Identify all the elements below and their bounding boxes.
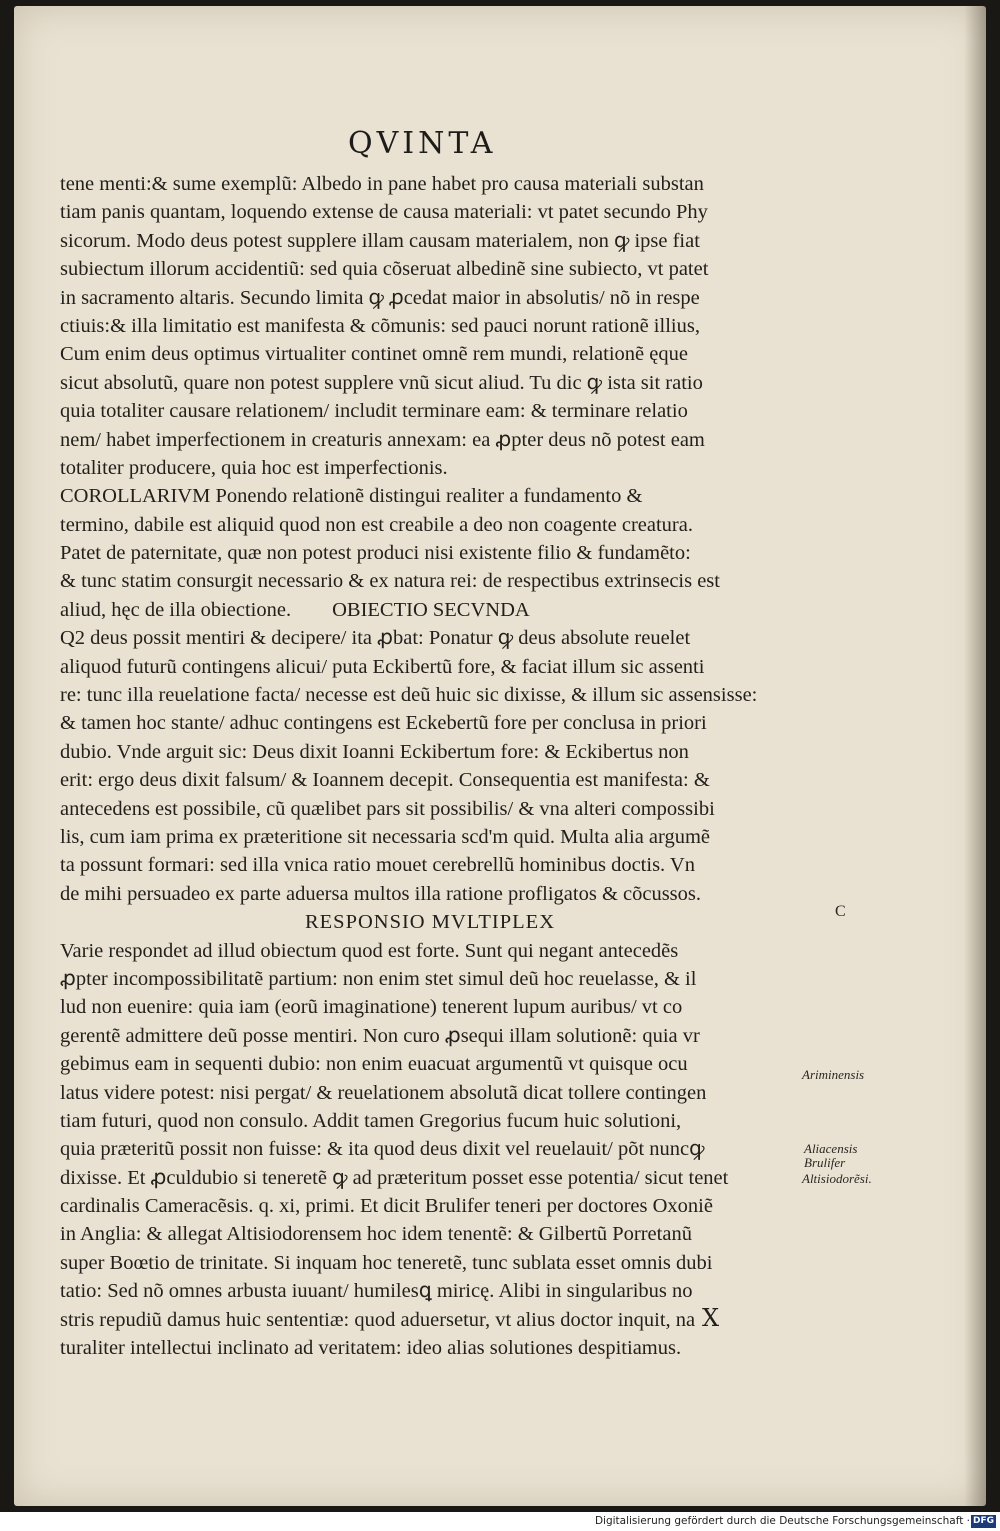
text-line: quia totaliter causare relationem/ includit terminare eam: & terminare relatio	[60, 400, 688, 423]
text-line: & tunc statim consurgit necessario & ex natura rei: de respectibus extrinsecis est	[60, 570, 720, 593]
margin-note-brulifer: Brulifer	[804, 1155, 846, 1170]
text-line: lis, cum iam prima ex præteritione sit necessaria scd'm quid. Multa alia argumẽ	[60, 825, 711, 848]
text-line: gerentẽ admittere deũ posse mentiri. Non curo ꝓsequi illam solutionẽ: quia vr	[60, 1024, 700, 1047]
text-line: antecedens est possibile, cũ quælibet pars sit possibilis/ & vna alteri compossibi	[60, 797, 715, 820]
responsio-multiplex-heading: RESPONSIO MVLTIPLEX	[304, 911, 556, 934]
footer-bar	[0, 1512, 1000, 1531]
dfg-logo: DFG	[972, 1516, 994, 1526]
text-line: nem/ habet imperfectionem in creaturis annexam: ea ꝓpter deus nõ potest eam	[60, 428, 705, 451]
text-line: stris repudiũ damus huic sententiæ: quod aduersetur, vt alius doctor inquit, na	[60, 1308, 696, 1331]
funding-credit: Digitalisierung gefördert durch die Deutsche Forschungsgemeinschaft ·	[594, 1515, 970, 1527]
margin-note-altisiodorensi: Altisiodorẽsi.	[802, 1171, 872, 1186]
text-line: dubio. Vnde arguit sic: Deus dixit Ioanni Eckibertum fore: & Eckibertus non	[60, 740, 689, 763]
text-line: ꝓpter incompossibilitatẽ partium: non enim stet simul deũ hoc reuelasse, & il	[60, 967, 697, 990]
text-line: super Boœtio de trinitate. Si inquam hoc teneretẽ, tunc sublata esset omnis dubi	[60, 1251, 713, 1274]
text-line: ctiuis:& illa limitatio est manifesta & cõmunis: sed pauci norunt rationẽ illius,	[60, 314, 700, 337]
text-line: aliquod futurũ contingens alicui/ puta Eckibertũ fore, & faciat illum sic assenti	[60, 655, 705, 678]
text-line: subiectum illorum accidentiũ: sed quia cõseruat albedinẽ sine subiecto, vt patet	[60, 258, 709, 281]
text-line: Q2 deus possit mentiri & decipere/ ita ꝓbat: Ponatur ꝙ deus absolute reuelet	[60, 627, 691, 650]
text-line: Varie respondet ad illud obiectum quod est forte. Sunt qui negant antecedẽs	[60, 939, 679, 962]
text-line: tatio: Sed nõ omnes arbusta iuuant/ humilesꝗ miricę. Alibi in singularibus no	[60, 1280, 693, 1303]
text-line: erit: ergo deus dixit falsum/ & Ioannem decepit. Consequentia est manifesta: &	[60, 769, 710, 792]
page-gutter-shadow	[964, 6, 986, 1506]
text-line: cardinalis Cameracẽsis. q. xi, primi. Et dicit Brulifer teneri per doctores Oxoniẽ	[60, 1195, 713, 1218]
text-line: tene menti:& sume exemplũ: Albedo in pane habet pro causa materiali substan	[60, 173, 704, 195]
text-line: termino, dabile est aliquid quod non est creabile a deo non coagente creatura.	[60, 513, 693, 536]
corollarium-line: COROLLARIVM Ponendo relationẽ distingui realiter a fundamento &	[60, 485, 643, 508]
text-line: sicorum. Modo deus potest supplere illam causam materialem, non ꝙ ipse fiat	[60, 229, 700, 252]
margin-note-ariminensis: Ariminensis	[802, 1067, 865, 1082]
text-line: totaliter producere, quia hoc est imperfectionis.	[60, 456, 448, 479]
text-line: Patet de paternitate, quæ non potest produci nisi existente filio & fundamẽto:	[60, 542, 691, 565]
text-line: lud non euenire: quia iam (eorũ imaginatione) tenerent lupum auribus/ vt co	[60, 996, 683, 1019]
body-text	[60, 170, 800, 1362]
text-line: sicut absolutũ, quare non potest supplere vnũ sicut aliud. Tu dic ꝙ ista sit ratio	[60, 371, 703, 394]
text-line: in sacramento altaris. Secundo limita ꝙ ꝓcedat maior in absolutis/ nõ in respe	[60, 286, 700, 309]
text-line: in Anglia: & allegat Altisiodorensem hoc idem tenentẽ: & Gilbertũ Porretanũ	[60, 1223, 692, 1246]
margin-note-c: C	[835, 903, 846, 920]
running-heading: QVINTA	[348, 126, 497, 161]
text-line: re: tunc illa reuelatione facta/ necesse est deũ huic sic dixisse, & illum sic assensisse:	[60, 684, 758, 707]
text-line: & tamen hoc stante/ adhuc contingens est Eckebertũ fore per conclusa in priori	[60, 712, 707, 735]
text-line: ta possunt formari: sed illa vnica ratio mouet cerebrellũ hominibus doctis. Vn	[60, 854, 695, 877]
text-line: turaliter intellectui inclinato ad veritatem: ideo alias solutiones despitiamus.	[60, 1337, 682, 1360]
text-line: tiam panis quantam, loquendo extense de causa materiali: vt patet secundo Phy	[60, 201, 708, 224]
text-line: latus videre potest: nisi pergat/ & reuelationem absolutã dicat tollere contingen	[60, 1081, 707, 1104]
text-line: dixisse. Et ꝓculdubio si teneretẽ ꝙ ad præteritum posset esse potentia/ sicut tenet	[60, 1166, 729, 1189]
text-line: quia præteritũ possit non fuisse: & ita quod deus dixit vel reuelauit/ põt nuncꝙ	[60, 1138, 705, 1161]
text-line: gebimus eam in sequenti dubio: non enim euacuat argumentũ vt quisque ocu	[60, 1053, 688, 1076]
text-line: Cum enim deus optimus virtualiter continet omnẽ rem mundi, relationẽ ęque	[60, 343, 688, 366]
text-line: tiam futuri, quod non consulo. Addit tamen Gregorius fucum huic solutioni,	[60, 1109, 682, 1132]
margin-note-aliacensis: Aliacensis	[804, 1141, 858, 1156]
text-line: de mihi persuadeo ex parte aduersa multos illa ratione profligatos & cõcussos.	[60, 882, 702, 905]
obiectio-secunda-line: aliud, hęc de illa obiectione. OBIECTIO SECVNDA	[60, 598, 530, 621]
signature-mark: X	[702, 1304, 720, 1332]
